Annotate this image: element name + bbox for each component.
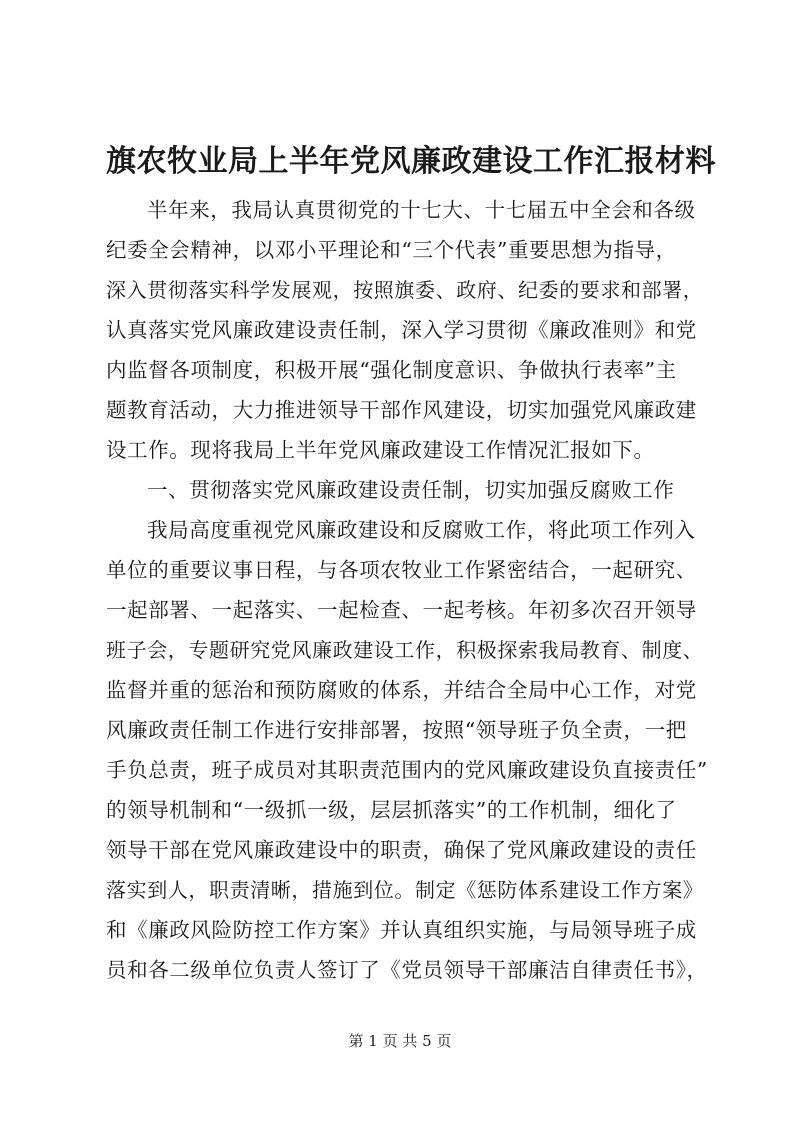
paragraph-line: 半年来，我局认真贯彻党的十七大、十七届五中全会和各级 [147,198,696,222]
paragraph-line: 内监督各项制度，积极开展“强化制度意识、争做执行表率”主 [106,358,677,382]
paragraph-line: 认真落实党风廉政建设责任制，深入学习贯彻《廉政准则》和党 [106,318,697,342]
page-footer: 第 1 页 共 5 页 [348,1032,452,1050]
paragraph-line: 风廉政责任制工作进行安排部署，按照“领导班子负全责，一把 [106,718,687,742]
document-title: 旗农牧业局上半年党风廉政建设工作汇报材料 [106,144,716,179]
paragraph-line: 我局高度重视党风廉政建设和反腐败工作，将此项工作列入 [147,518,696,542]
paragraph-line: 落实到人，职责清晰，措施到位。制定《惩防体系建设工作方案》 [106,878,704,902]
paragraph-line: 和《廉政风险防控工作方案》并认真组织实施，与局领导班子成 [106,918,697,942]
paragraph-line: 监督并重的惩治和预防腐败的体系，并结合全局中心工作，对党 [106,678,697,702]
paragraph-line: 员和各二级单位负责人签订了《党员领导干部廉洁自律责任书》， [106,958,708,982]
paragraph-line: 一起部署、一起落实、一起检查、一起考核。年初多次召开领导 [106,598,697,622]
paragraph-line: 班子会，专题研究党风廉政建设工作，积极探索我局教育、制度、 [106,638,704,662]
document-body [106,190,716,990]
paragraph-line: 设工作。现将我局上半年党风廉政建设工作情况汇报如下。 [106,438,655,462]
section-heading: 一、贯彻落实党风廉政建设责任制，切实加强反腐败工作 [147,478,675,502]
paragraph-line: 领导干部在党风廉政建设中的职责，确保了党风廉政建设的责任 [106,838,697,862]
paragraph-line: 题教育活动，大力推进领导干部作风建设，切实加强党风廉政建 [106,398,697,422]
paragraph-line: 纪委全会精神，以邓小平理论和“三个代表”重要思想为指导， [106,238,677,262]
paragraph-line: 深入贯彻落实科学发展观，按照旗委、政府、纪委的要求和部署， [106,278,704,302]
paragraph-line: 的领导机制和“一级抓一级，层层抓落实”的工作机制，细化了 [106,798,677,822]
paragraph-line: 单位的重要议事日程，与各项农牧业工作紧密结合，一起研究、 [106,558,697,582]
paragraph-line: 手负总责，班子成员对其职责范围内的党风廉政建设负直接责任” [106,758,708,782]
